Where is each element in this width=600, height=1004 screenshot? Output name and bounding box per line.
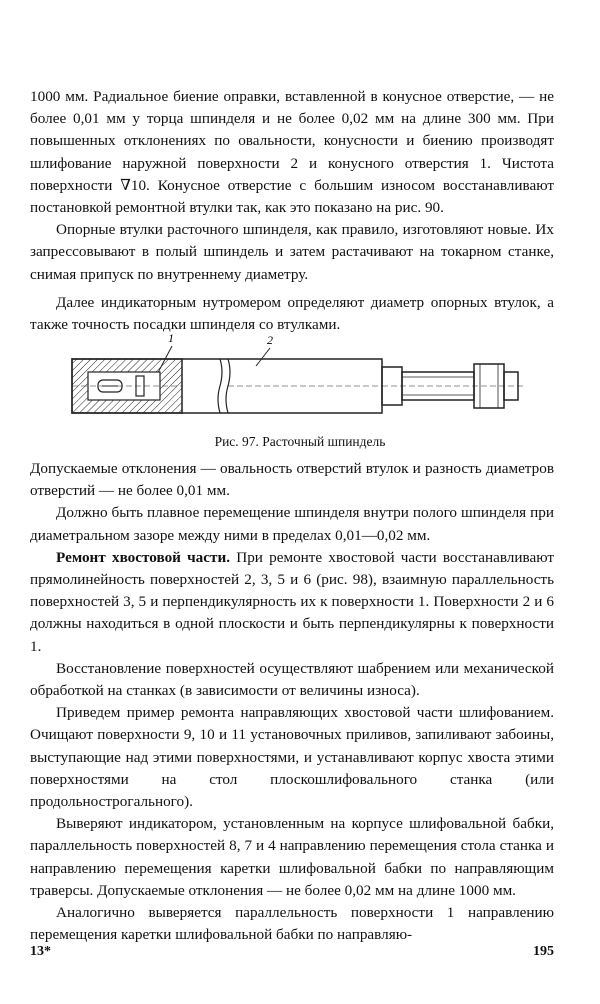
page-number: 195 xyxy=(533,944,554,959)
paragraph: 1000 мм. Радиальное биение оправки, вставленной в конусное отверстие, — не более 0,01 мм у торца шпинделя и не более 0,02 мм на длине 300 мм. При повышенных отклонениях по овальности, конусности и биению производят шлифование наружной поверхности 2 и конусного отверстия 1. Чистота поверхности ∇10. Конусное отверстие с большим износом восстанавливают постановкой ремонтной втулки так, как это показано на рис. 90. xyxy=(30,88,554,217)
paragraph: Выверяют индикатором, установленным на корпусе шлифовальной бабки, параллельность поверхностей 8, 7 и 4 направлению перемещения стола станка и направлению перемещения каретки шлифовальной бабки по направляющим траверсы. Допускаемые отклонения — не более 0,02 мм на длине 1000 мм. xyxy=(30,815,554,899)
paragraph: Приведем пример ремонта направляющих хвостовой части шлифованием. Очищают поверхности 9, 10 и 11 установочных приливов, запиливают забоины, выступающие над этими поверхностями, и устанавливают корпус хвоста этими поверхностями на стол плоскошлифовального станка (или продольнострогального). xyxy=(30,704,554,811)
signature-mark: 13* xyxy=(30,944,51,959)
label-2: 2 xyxy=(267,333,273,347)
section-heading: Ремонт хвостовой части. xyxy=(56,548,231,566)
text-block-bottom xyxy=(30,458,554,946)
paragraph: Восстановление поверхностей осуществляют шабрением или механической обработкой на станках (в зависимости от величины износа). xyxy=(30,659,554,700)
paragraph: Опорные втулки расточного шпинделя, как правило, изготовляют новые. Их запрессовывают в полый шпиндель и затем растачивают на токарном станке, снимая припуск по внутреннему диаметру. xyxy=(30,221,554,283)
text-block-top xyxy=(30,86,554,336)
figure-caption: Рис. 97. Расточный шпиндель xyxy=(214,434,386,449)
paragraph: Аналогично выверяется параллельность поверхности 1 направлению перемещения каретки шлифовальной бабки по направляю- xyxy=(30,904,554,944)
paragraph: Должно быть плавное перемещение шпинделя внутри полого шпинделя при диаметральном зазоре между ними в пределах 0,01—0,02 мм. xyxy=(30,504,554,544)
section-paragraph xyxy=(30,547,554,658)
label-1: 1 xyxy=(168,331,174,345)
spindle-figure xyxy=(60,326,530,426)
paragraph: Допускаемые отклонения — овальность отверстий втулок и разность диаметров отверстий — не более 0,01 мм. xyxy=(30,460,554,500)
break-line xyxy=(218,359,222,413)
paragraph: Далее индикаторным нутромером определяют диаметр опорных втулок, а также точность посадки шпинделя со втулками. xyxy=(30,293,554,334)
leader-line-2 xyxy=(256,348,270,366)
section-text: При ремонте хвостовой части восстанавливают прямолинейность поверхностей 2, 3, 5 и 6 (рис. 98), взаимную параллельность поверхностей 3, 5 и перпендикулярность их к поверхности 1. Поверхности 2 и 6 должны находиться в одной плоскости и быть перпендикулярны к поверхности 1. xyxy=(30,548,554,655)
